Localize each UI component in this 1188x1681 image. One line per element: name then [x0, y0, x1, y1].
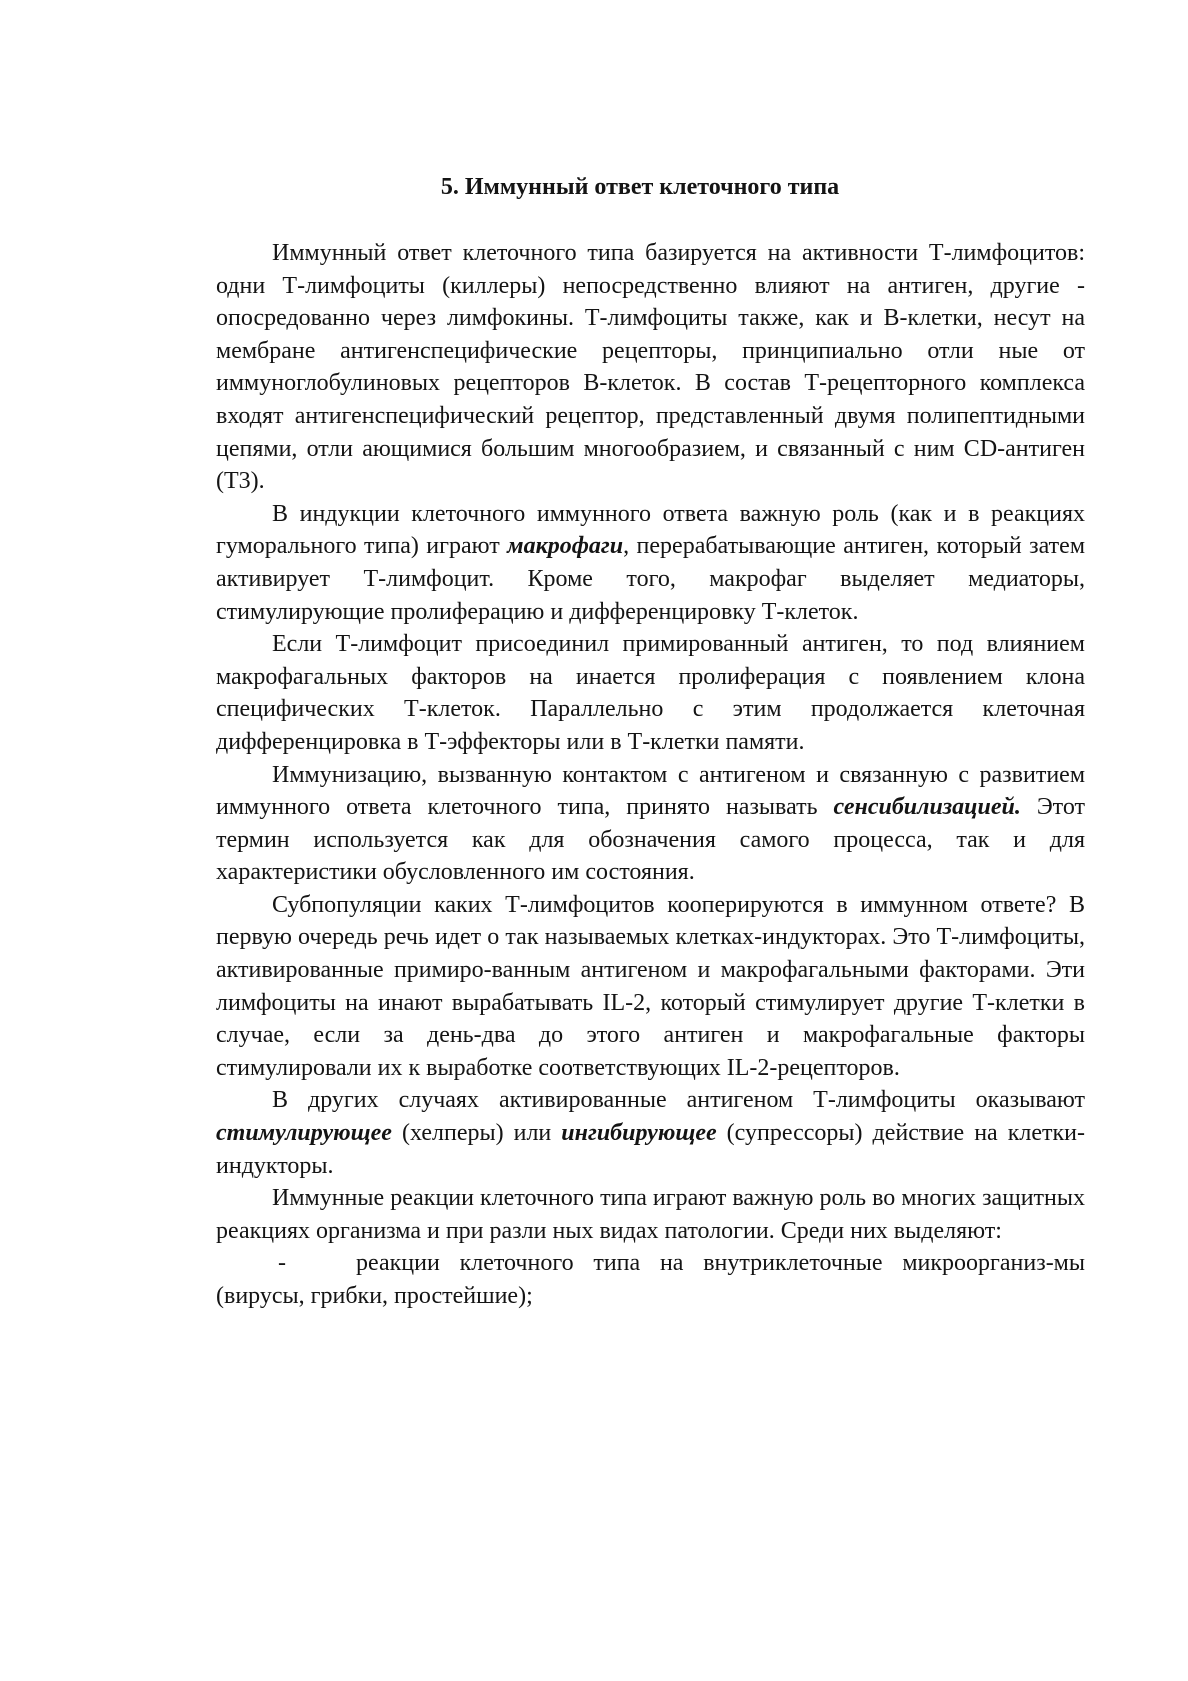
- paragraph-text: (хелперы) или: [391, 1120, 562, 1147]
- emphasized-term: ингибирующее: [561, 1120, 717, 1147]
- paragraph: [216, 1084, 1085, 1182]
- paragraph-text: В индукции клеточного иммунного ответа важную роль (как и в реакциях гуморального типа) играют: [216, 500, 1085, 560]
- emphasized-term: сенсибилизацией.: [833, 794, 1021, 821]
- paragraph: [216, 237, 1085, 498]
- paragraph: [216, 759, 1085, 889]
- paragraph: [216, 1182, 1085, 1247]
- body-text: [216, 237, 1085, 1313]
- paragraph-text: Этот термин используется как для обозначения самого процесса, так и для характеристики обусловленного им состояния.: [216, 794, 1086, 886]
- paragraph-text: Если Т-лимфоцит присоединил примированный антиген, то под влиянием макрофагальных факторов на инается пролиферация с появлением клона специфических Т-клеток. Параллельно с этим продолжается клеточная дифференцировка в Т-эффекторы или в Т-клетки памяти.: [216, 631, 1085, 755]
- paragraph: [216, 498, 1085, 628]
- paragraph-text: Иммунный ответ клеточного типа базируется на активности Т-лимфоцитов: одни Т-лимфоциты (киллеры) непосредственно влияют на антиген, другие - опосредованно через лимфокины. Т-лимфоциты также, как и В-клетки, несут на мембране антигенспецифические рецепторы, принципиально отли ные от иммуноглобулиновых рецепторов В-клеток. В состав Т-рецепторного комплекса входят антигенспецифический рецептор, представленный двумя полипептидными цепями, отли ающимися большим многообразием, и связанный с ним CD-антиген (Т3).: [216, 240, 1085, 495]
- emphasized-term: макрофаги: [507, 533, 624, 560]
- list-item-text: реакции клеточного типа на внутриклеточные микроорганиз-мы (вирусы, грибки, простейшие);: [216, 1250, 1085, 1309]
- emphasized-term: стимулирующее: [216, 1120, 392, 1147]
- list-marker: -: [278, 1250, 286, 1277]
- paragraph: [216, 628, 1085, 758]
- paragraph: [216, 889, 1085, 1085]
- paragraph-text: В других случаях активированные антигеном Т-лимфоциты оказывают: [272, 1087, 1085, 1114]
- section-title: 5. Иммунный ответ клеточного типа: [440, 174, 840, 200]
- paragraph-text: Иммунные реакции клеточного типа играют важную роль во многих защитных реакциях организма и при разли ных видах патологии. Среди них выделяют:: [216, 1185, 1085, 1244]
- paragraph-text: , перерабатывающие антиген, который затем активирует Т-лимфоцит. Кроме того, макрофаг выделяет медиаторы, стимулирующие пролиферацию и дифференцировку Т-клеток.: [216, 533, 1085, 625]
- paragraph-text: Субпопуляции каких Т-лимфоцитов кооперируются в иммунном ответе? В первую очередь речь идет о так называемых клетках-индукторах. Это Т-лимфоциты, активированные примиро-ванным антигеном и макрофагальными факторами. Эти лимфоциты на инают вырабатывать IL-2, который стимулирует другие Т-клетки в случае, если за день-два до этого антиген и макрофагальные факторы стимулировали их к выработке соответствующих IL-2-рецепторов.: [216, 891, 1085, 1081]
- list-item: [216, 1247, 1085, 1312]
- paragraph-text: Иммунизацию, вызванную контактом с антигеном и связанную с развитием иммунного ответа клеточного типа, принято называть: [216, 761, 1085, 821]
- paragraph-text: (супрессоры) действие на клетки-индукторы.: [216, 1120, 1085, 1179]
